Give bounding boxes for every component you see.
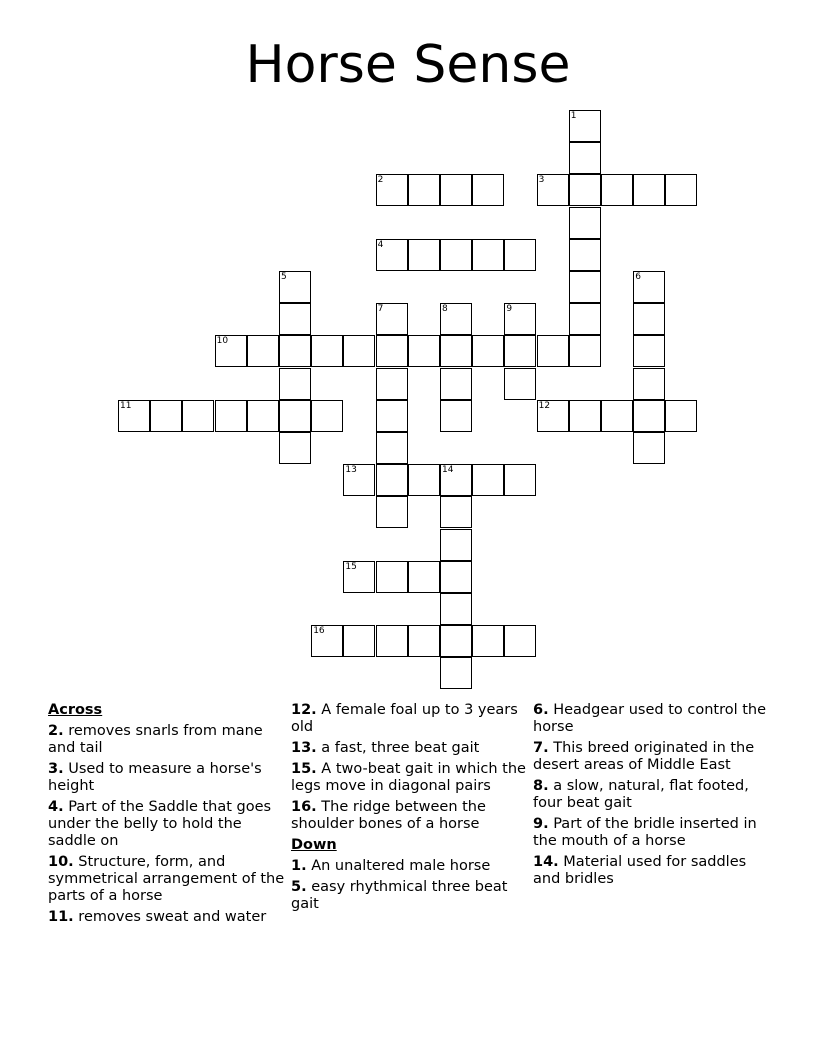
grid-cell[interactable] <box>440 368 472 400</box>
grid-cell[interactable] <box>504 625 536 657</box>
cell-number: 14 <box>442 465 454 476</box>
grid-cell[interactable] <box>408 335 440 367</box>
clue-across-4: 4. Part of the Saddle that goes under the belly to hold the saddle on <box>48 799 272 849</box>
cell-number: 13 <box>345 465 357 476</box>
grid-cell[interactable] <box>408 625 440 657</box>
grid-cell[interactable] <box>569 271 601 303</box>
grid-cell[interactable] <box>247 400 279 432</box>
grid-cell[interactable] <box>504 368 536 400</box>
grid-cell[interactable] <box>279 368 311 400</box>
grid-cell[interactable] <box>665 174 697 206</box>
clues-column-1 <box>48 702 286 930</box>
clues-column-3 <box>533 702 771 892</box>
grid-cell[interactable] <box>569 142 601 174</box>
grid-cell[interactable] <box>472 174 504 206</box>
grid-cell[interactable] <box>279 303 311 335</box>
grid-cell[interactable] <box>504 239 536 271</box>
grid-cell[interactable] <box>376 335 408 367</box>
down-heading: Down <box>291 837 337 853</box>
grid-cell[interactable] <box>376 464 408 496</box>
grid-cell[interactable] <box>440 239 472 271</box>
grid-cell[interactable] <box>343 335 375 367</box>
clue-across-15: 15. A two-beat gait in which the legs move in diagonal pairs <box>291 761 526 794</box>
clue-down-9: 9. Part of the bridle inserted in the mouth of a horse <box>533 816 757 849</box>
grid-cell[interactable] <box>537 174 569 206</box>
grid-cell[interactable] <box>215 400 247 432</box>
puzzle-title: Horse Sense <box>245 35 571 95</box>
across-heading: Across <box>48 702 103 718</box>
clue-across-13: 13. a fast, three beat gait <box>291 740 480 756</box>
grid-cell[interactable] <box>343 561 375 593</box>
clue-across-11: 11. removes sweat and water <box>48 909 267 925</box>
grid-cell[interactable] <box>440 529 472 561</box>
clue-down-7: 7. This breed originated in the desert areas of Middle East <box>533 740 755 773</box>
grid-cell[interactable] <box>440 657 472 689</box>
clues-column-2 <box>291 702 529 917</box>
grid-cell[interactable] <box>440 464 472 496</box>
clue-down-1: 1. An unaltered male horse <box>291 858 491 874</box>
grid-cell[interactable] <box>569 303 601 335</box>
grid-cell[interactable] <box>633 271 665 303</box>
clue-across-12: 12. A female foal up to 3 years old <box>291 702 518 735</box>
grid-cell[interactable] <box>376 432 408 464</box>
grid-cell[interactable] <box>376 625 408 657</box>
grid-cell[interactable] <box>633 174 665 206</box>
grid-cell[interactable] <box>569 239 601 271</box>
grid-cell[interactable] <box>343 464 375 496</box>
cell-number: 3 <box>538 175 545 186</box>
grid-cell[interactable] <box>215 335 247 367</box>
grid-cell[interactable] <box>440 400 472 432</box>
grid-cell[interactable] <box>601 400 633 432</box>
clue-down-14: 14. Material used for saddles and bridles <box>533 854 747 887</box>
clue-down-5: 5. easy rhythmical three beat gait <box>291 879 508 912</box>
grid-cell[interactable] <box>472 239 504 271</box>
cell-number: 6 <box>635 272 641 282</box>
grid-cell[interactable] <box>408 239 440 271</box>
clue-across-2: 2. removes snarls from mane and tail <box>48 723 263 756</box>
cell-number: 5 <box>281 272 287 282</box>
grid-cell[interactable] <box>569 110 601 142</box>
grid-cell[interactable] <box>440 561 472 593</box>
clue-across-16: 16. The ridge between the shoulder bones of a horse <box>291 799 486 832</box>
cell-number: 11 <box>120 400 132 411</box>
grid-cell[interactable] <box>376 400 408 432</box>
grid-cell[interactable] <box>537 400 569 432</box>
grid-cell[interactable] <box>376 174 408 206</box>
grid-cell[interactable] <box>569 207 601 239</box>
grid-cell[interactable] <box>440 625 472 657</box>
grid-cell[interactable] <box>601 174 633 206</box>
cell-number: 9 <box>506 304 513 315</box>
grid-cell[interactable] <box>665 400 697 432</box>
grid-cell[interactable] <box>504 303 536 335</box>
grid-cell[interactable] <box>408 174 440 206</box>
grid-cell[interactable] <box>279 432 311 464</box>
grid-cell[interactable] <box>343 625 375 657</box>
grid-cell[interactable] <box>311 625 343 657</box>
grid-cell[interactable] <box>408 561 440 593</box>
grid-cell[interactable] <box>633 368 665 400</box>
grid-cell[interactable] <box>633 335 665 367</box>
clue-down-6: 6. Headgear used to control the horse <box>533 702 767 735</box>
clue-down-8: 8. a slow, natural, flat footed, four beat gait <box>533 778 749 811</box>
cell-number: 8 <box>442 304 448 315</box>
grid-cell[interactable] <box>633 303 665 335</box>
cell-number: 10 <box>216 336 229 347</box>
grid-cell[interactable] <box>376 561 408 593</box>
cell-number: 4 <box>377 239 384 250</box>
grid-cell[interactable] <box>440 335 472 367</box>
grid-cell[interactable] <box>569 400 601 432</box>
grid-cell[interactable] <box>376 368 408 400</box>
grid-cell[interactable] <box>311 335 343 367</box>
grid-cell[interactable] <box>504 335 536 367</box>
grid-cell[interactable] <box>279 400 311 432</box>
grid-cell[interactable] <box>408 464 440 496</box>
grid-cell[interactable] <box>376 496 408 528</box>
grid-cell[interactable] <box>440 303 472 335</box>
grid-cell[interactable] <box>150 400 182 432</box>
grid-cell[interactable] <box>279 271 311 303</box>
grid-cell[interactable] <box>376 239 408 271</box>
grid-cell[interactable] <box>633 432 665 464</box>
grid-cell[interactable] <box>440 174 472 206</box>
grid-cell[interactable] <box>247 335 279 367</box>
cell-number: 1 <box>570 111 577 121</box>
grid-cell[interactable] <box>182 400 214 432</box>
grid-cell[interactable] <box>569 174 601 206</box>
clue-across-3: 3. Used to measure a horse's height <box>48 761 262 794</box>
grid-cell[interactable] <box>440 593 472 625</box>
grid-cell[interactable] <box>504 464 536 496</box>
grid-cell[interactable] <box>440 496 472 528</box>
grid-cell[interactable] <box>633 400 665 432</box>
grid-cell[interactable] <box>311 400 343 432</box>
grid-cell[interactable] <box>118 400 150 432</box>
cell-number: 7 <box>377 304 384 315</box>
grid-cell[interactable] <box>472 464 504 496</box>
cell-number: 2 <box>377 175 384 186</box>
cell-number: 12 <box>538 400 551 411</box>
grid-cell[interactable] <box>472 335 504 367</box>
grid-cell[interactable] <box>472 625 504 657</box>
clue-across-10: 10. Structure, form, and symmetrical arrangement of the parts of a horse <box>48 854 285 904</box>
cell-number: 16 <box>313 626 325 637</box>
cell-number: 15 <box>345 561 357 572</box>
grid-cell[interactable] <box>537 335 569 367</box>
grid-cell[interactable] <box>376 303 408 335</box>
grid-cell[interactable] <box>279 335 311 367</box>
grid-cell[interactable] <box>569 335 601 367</box>
